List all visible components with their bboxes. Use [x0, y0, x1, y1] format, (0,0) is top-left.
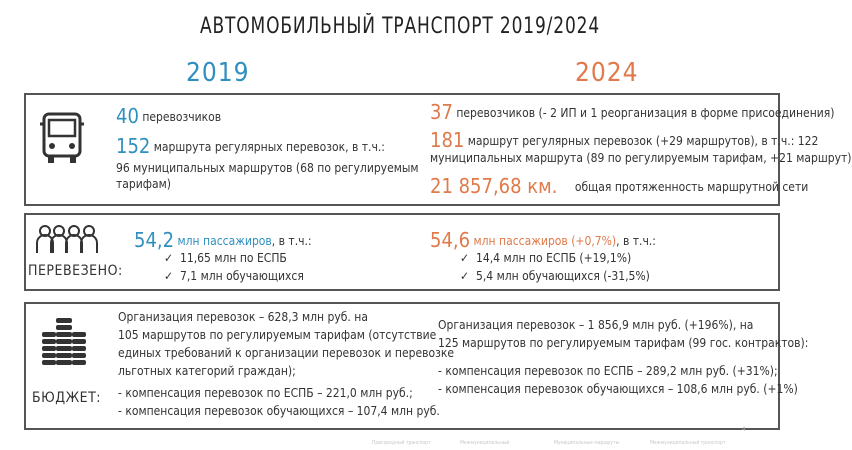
footer-note: Межмуниципальный [460, 440, 510, 446]
passengers-2019 [134, 229, 312, 251]
routes-2019-text: маршрута регулярных перевозок, в т.ч.: [153, 140, 385, 154]
passengers-2024-item [460, 269, 650, 284]
footer-note: Муниципальные маршруты [554, 440, 620, 446]
routes-2024 [430, 129, 818, 151]
passengers-2019-number: 54,2 [134, 228, 175, 252]
passengers-2024-item-text: 5,4 млн обучающихся (-31,5%) [476, 269, 650, 283]
passengers-2024-text: млн пассажиров (+0,7%) [473, 234, 617, 248]
passengers-2024 [430, 229, 656, 251]
transported-label: ПЕРЕВЕЗЕНО: [28, 263, 123, 279]
routes-2024-text: маршрут регулярных перевозок (+29 маршрутов), в т.ч.: 122 [467, 134, 819, 148]
budget-2024-line: - компенсация перевозок по ЕСПБ – 289,2 млн руб. (+31%); [438, 364, 778, 378]
budget-2019-line: Организация перевозок – 628,3 млн руб. на [118, 310, 368, 324]
checkmark-icon: ✓ [164, 269, 174, 283]
budget-label: БЮДЖЕТ: [32, 390, 102, 406]
passengers-2019-item-text: 7,1 млн обучающихся [180, 269, 304, 283]
budget-2019-line: - компенсация перевозок по ЕСПБ – 221,0 млн руб.; [118, 386, 413, 400]
passengers-2024-number: 54,6 [430, 228, 471, 252]
passengers-2019-item [164, 251, 287, 266]
checkmark-icon: ✓ [164, 251, 174, 265]
budget-2024-line: 125 маршрутов по регулируемым тарифам (99 гос. контрактов): [438, 336, 809, 350]
carriers-2019 [116, 105, 221, 127]
budget-2019-line: льготных категорий граждан); [118, 364, 296, 378]
routes-2019 [116, 135, 385, 157]
network-length-text: общая протяженность маршрутной сети [574, 180, 809, 194]
passengers-2019-item-text: 11,65 млн по ЕСПБ [180, 251, 287, 265]
page-number: 4 [742, 426, 746, 433]
year-2024-heading: 2024 [575, 58, 639, 88]
routes-2024-detail: муниципальных маршрута (89 по регулируемым тарифам, +21 маршрут) [430, 151, 852, 165]
passengers-2019-text: млн пассажиров [177, 234, 272, 248]
people-icon [36, 223, 98, 255]
routes-2019-detail-2: тарифам) [116, 177, 171, 191]
routes-2024-number: 181 [430, 128, 465, 152]
carriers-2019-text: перевозчиков [142, 110, 222, 124]
budget-section [24, 302, 809, 433]
network-length-2024 [430, 175, 808, 197]
budget-2019-line: 105 маршрутов по регулируемым тарифам (отсутствие [118, 328, 437, 342]
routes-2019-detail-1: 96 муниципальных маршрутов (68 по регулируемым [116, 161, 419, 175]
passengers-section [24, 213, 780, 291]
coins-icon [38, 316, 90, 368]
passengers-2019-suffix: , в т.ч.: [271, 234, 312, 248]
footer-note: Межмуниципальный транспорт [650, 440, 726, 446]
budget-2019-line: - компенсация перевозок обучающихся – 107,4 млн руб. [118, 404, 440, 418]
checkmark-icon: ✓ [460, 269, 470, 283]
routes-2019-number: 152 [116, 134, 151, 158]
carriers-2024 [430, 101, 834, 123]
carriers-section [24, 93, 852, 206]
carriers-2024-number: 37 [430, 100, 453, 124]
budget-2024-line: - компенсация перевозок обучающихся – 108,6 млн руб. (+1%) [438, 382, 798, 396]
footer-note: Пригородный транспорт [372, 440, 431, 446]
passengers-2019-item [164, 269, 304, 284]
budget-2019-line: единых требований к организации перевозок и перевозке [118, 346, 454, 360]
passengers-2024-item [460, 251, 631, 266]
checkmark-icon: ✓ [460, 251, 470, 265]
year-2019-heading: 2019 [186, 58, 250, 88]
bus-icon [38, 110, 86, 166]
page-title: АВТОМОБИЛЬНЫЙ ТРАНСПОРТ 2019/2024 [199, 14, 601, 39]
carriers-2024-text: перевозчиков (- 2 ИП и 1 реорганизация в форме присоединения) [456, 106, 835, 120]
passengers-2024-item-text: 14,4 млн по ЕСПБ (+19,1%) [476, 251, 632, 265]
passengers-2024-suffix: , в т.ч.: [616, 234, 656, 248]
budget-2024-line: Организация перевозок – 1 856,9 млн руб. (+196%), на [438, 318, 754, 332]
network-length-number: 21 857,68 км. [430, 174, 558, 198]
carriers-2019-number: 40 [116, 104, 139, 128]
